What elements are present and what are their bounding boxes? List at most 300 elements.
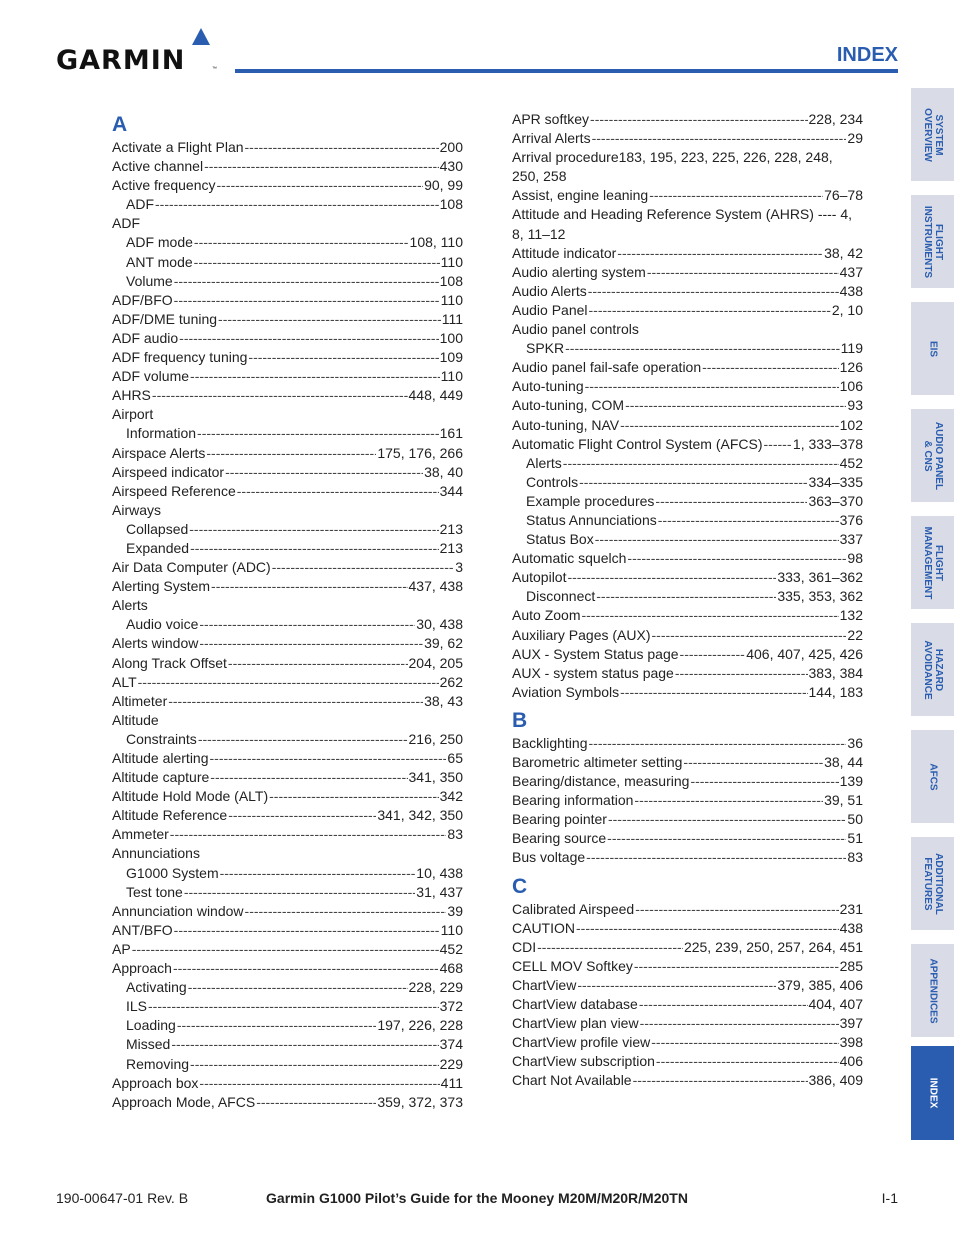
- index-page-refs: 38, 43: [424, 692, 463, 709]
- index-term: Altitude Hold Mode (ALT): [112, 788, 269, 805]
- index-term: Approach: [112, 960, 172, 977]
- index-term: ChartView database: [512, 996, 638, 1013]
- index-page-refs: 39, 62: [424, 635, 463, 652]
- footer-title: Garmin G1000 Pilot’s Guide for the Mooney M20M/M20R/M20TN: [266, 1190, 688, 1206]
- index-term: Autopilot: [512, 569, 567, 586]
- index-entry: [112, 806, 463, 825]
- index-page-refs: 2, 10: [831, 301, 863, 318]
- index-entry: [512, 396, 863, 415]
- leader-dashes: [567, 568, 776, 587]
- tab-eis[interactable]: [911, 302, 954, 395]
- tab-label: APPENDICES: [927, 957, 938, 1024]
- index-entry: [512, 683, 863, 702]
- index-page-refs: 3: [455, 559, 463, 576]
- index-term: ChartView subscription: [512, 1053, 655, 1070]
- index-entry: [512, 377, 863, 396]
- tab-label: AFCS: [927, 762, 938, 791]
- leader-dashes: [228, 654, 408, 673]
- index-page-refs: 404, 407: [808, 996, 863, 1013]
- index-page-refs: 374: [439, 1036, 463, 1053]
- index-term: Audio panel fail-safe operation: [512, 359, 702, 376]
- index-entry-heading: Alerts: [112, 597, 148, 614]
- leader-dashes: [702, 358, 839, 377]
- index-term: APR softkey: [512, 111, 590, 127]
- index-page-refs: 359, 372, 373: [377, 1093, 463, 1110]
- index-page-refs: 38, 42: [824, 244, 863, 261]
- index-entry: [112, 444, 463, 463]
- index-entry-heading: ADF: [112, 215, 140, 232]
- index-term: Collapsed: [126, 520, 189, 537]
- index-page-refs: 341, 342, 350: [377, 807, 463, 824]
- tab-additional-features[interactable]: [911, 837, 954, 930]
- index-term: ChartView plan view: [512, 1015, 639, 1032]
- index-term: Example procedures: [526, 492, 655, 509]
- leader-dashes: [640, 1014, 839, 1033]
- leader-dashes: [210, 749, 447, 768]
- index-subentry: [512, 339, 863, 358]
- index-entry: [512, 568, 863, 587]
- index-page-refs: 228, 229: [408, 979, 463, 996]
- index-page-refs: 337: [839, 531, 863, 548]
- index-term: Bearing information: [512, 792, 634, 809]
- index-subentry: [512, 587, 863, 606]
- index-entry: [512, 1014, 863, 1033]
- index-entry: [112, 1074, 463, 1093]
- leader-dashes: [206, 444, 376, 463]
- leader-dashes: [617, 244, 823, 263]
- leader-dashes: [635, 900, 838, 919]
- index-term: Audio Alerts: [512, 282, 587, 299]
- index-term: Bearing source: [512, 830, 607, 847]
- index-term: Status Box: [526, 531, 594, 548]
- index-entry: [112, 825, 463, 844]
- footer-page-number: I-1: [881, 1190, 898, 1206]
- index-term: Altimeter: [112, 692, 168, 709]
- index-page-refs: 90, 99: [424, 177, 463, 194]
- index-page-refs: 438: [839, 282, 863, 299]
- index-page-refs: 161: [439, 425, 463, 442]
- index-page-refs: 126: [839, 359, 863, 376]
- tab-label: FLIGHT MANAGEMENT: [921, 526, 944, 599]
- index-entry-heading: Altitude: [112, 711, 159, 728]
- leader-dashes: [152, 386, 408, 405]
- index-page-refs: 363–370: [808, 492, 863, 509]
- index-term: Bearing pointer: [512, 811, 607, 828]
- index-term: Activating: [126, 979, 187, 996]
- index-page-refs: 38, 44: [824, 754, 863, 770]
- index-term: Audio alerting system: [512, 263, 646, 280]
- index-page-refs: 38, 40: [424, 463, 463, 480]
- tab-system-overview[interactable]: [911, 88, 954, 181]
- index-term: Loading: [126, 1017, 176, 1034]
- index-subentry: [112, 615, 463, 634]
- index-term: Alerts window: [112, 635, 199, 652]
- index-page-refs: 437: [839, 263, 863, 280]
- index-term: Arrival Alerts: [512, 130, 591, 147]
- index-page-refs: 30, 438: [416, 616, 463, 633]
- index-entry: [512, 938, 863, 957]
- index-subentry: [112, 1016, 463, 1035]
- leader-dashes: [210, 768, 407, 787]
- leader-dashes: [171, 1035, 438, 1054]
- index-term: Air Data Computer (ADC): [112, 559, 271, 576]
- index-entry: [112, 558, 463, 577]
- index-entry: [112, 310, 463, 329]
- tab-hazard-avoidance[interactable]: [911, 623, 954, 716]
- index-page-refs: 398: [839, 1034, 863, 1051]
- index-entry: [512, 645, 863, 664]
- leader-dashes: [639, 995, 808, 1014]
- index-subentry: [512, 473, 863, 492]
- index-term: ADF volume: [112, 368, 190, 385]
- index-term: Airspace Alerts: [112, 444, 206, 461]
- index-subentry: [112, 978, 463, 997]
- index-page-refs: 1, 333–378: [792, 435, 863, 452]
- index-entry-heading: Airport: [112, 406, 154, 423]
- index-page-refs: 108: [439, 272, 463, 289]
- index-term: Audio Panel: [512, 301, 588, 318]
- index-page-refs: 204, 205: [408, 654, 463, 671]
- index-entry: [112, 157, 463, 176]
- index-entry: [112, 291, 463, 310]
- leader-dashes: [680, 645, 746, 664]
- index-entry-heading: Airways: [112, 501, 162, 518]
- index-entry: [512, 791, 863, 810]
- index-entry: [512, 626, 863, 645]
- index-entry: [112, 940, 463, 959]
- index-page-refs: 83: [847, 849, 863, 866]
- leader-dashes: [586, 848, 846, 867]
- index-entry: [512, 110, 863, 129]
- index-entry: [512, 416, 863, 435]
- index-term: Disconnect: [526, 588, 596, 605]
- index-page-refs: 411: [440, 1074, 463, 1091]
- index-entry: [512, 848, 863, 867]
- tab-label: SYSTEM OVERVIEW: [921, 107, 944, 162]
- index-page-refs: 225, 239, 250, 257, 264, 451: [683, 938, 863, 955]
- leader-dashes: [537, 938, 683, 957]
- index-term: ADF audio: [112, 329, 179, 346]
- leader-dashes: [188, 978, 408, 997]
- index-term: Auxiliary Pages (AUX): [512, 626, 651, 643]
- index-term: CDI: [512, 938, 537, 955]
- leader-dashes: [170, 825, 447, 844]
- index-entry: [512, 1033, 863, 1052]
- index-entry: [512, 734, 863, 753]
- leader-dashes: [179, 329, 438, 348]
- index-term: Approach box: [112, 1074, 199, 1091]
- index-page-refs: 406, 407, 425, 426: [746, 645, 863, 662]
- index-term: ADF: [126, 196, 154, 213]
- index-entry: [112, 577, 463, 596]
- index-entry: [512, 549, 863, 568]
- index-page-refs: 379, 385, 406: [777, 976, 863, 993]
- leader-dashes: [173, 959, 439, 978]
- index-term: G1000 System: [126, 864, 219, 881]
- index-term: Auto Zoom: [512, 607, 581, 624]
- leader-dashes: [595, 530, 839, 549]
- leader-dashes: [675, 664, 808, 683]
- index-entry: [112, 386, 463, 405]
- index-page-refs: 333, 361–362: [777, 569, 863, 586]
- index-page-refs: 109: [439, 349, 463, 366]
- index-page-refs: 110: [440, 253, 463, 270]
- index-page-refs: 262: [439, 673, 463, 690]
- index-entry: [112, 787, 463, 806]
- index-page-refs: 110: [440, 291, 463, 308]
- index-column-left: [112, 110, 463, 1112]
- tab-label: EIS: [927, 340, 938, 357]
- leader-dashes: [256, 1093, 376, 1112]
- index-entry: [112, 959, 463, 978]
- index-term: Approach Mode, AFCS: [112, 1093, 256, 1110]
- index-letter-heading: A: [112, 113, 128, 136]
- index-term: ChartView: [512, 976, 577, 993]
- index-page-refs: 10, 438: [416, 864, 463, 881]
- leader-dashes: [218, 310, 441, 329]
- index-term: Active channel: [112, 158, 204, 175]
- index-entry: [112, 176, 463, 195]
- leader-dashes: [174, 921, 440, 940]
- index-term: Bearing/distance, measuring: [512, 773, 690, 790]
- index-subentry: [112, 520, 463, 539]
- index-page-refs: 119: [840, 340, 863, 357]
- index-page-refs: 29: [847, 130, 863, 147]
- index-entry: [512, 282, 863, 301]
- index-term: Test tone: [126, 883, 183, 900]
- index-term: Missed: [126, 1036, 171, 1053]
- index-page-refs: 229: [439, 1055, 463, 1072]
- index-page-refs: 50: [847, 811, 863, 828]
- index-page-refs: 110: [440, 921, 463, 938]
- leader-dashes: [658, 511, 839, 530]
- leader-dashes: [588, 282, 839, 301]
- index-page-refs: 111: [441, 310, 463, 327]
- tab-label: AUDIO PANEL & CNS: [921, 421, 944, 490]
- index-term: Audio voice: [126, 616, 199, 633]
- index-page-refs: 452: [839, 454, 863, 471]
- index-page-refs: 386, 409: [808, 1072, 863, 1089]
- index-letter-heading: C: [512, 874, 528, 898]
- leader-dashes: [272, 558, 455, 577]
- index-page-refs: 139: [839, 773, 863, 790]
- index-page-refs: 231: [839, 900, 863, 917]
- leader-dashes: [177, 1016, 377, 1035]
- index-entry: [512, 995, 863, 1014]
- index-entry: [512, 664, 863, 683]
- index-term: Annunciation window: [112, 902, 244, 919]
- index-subentry: [512, 492, 863, 511]
- index-term: Auto-tuning: [512, 378, 584, 395]
- leader-dashes: [245, 902, 447, 921]
- index-entry: [512, 1071, 863, 1090]
- index-subentry: [112, 272, 463, 291]
- index-subentry: [512, 511, 863, 530]
- leader-dashes: [237, 482, 439, 501]
- leader-dashes: [589, 734, 847, 753]
- index-term: CELL MOV Softkey: [512, 957, 633, 974]
- leader-dashes: [655, 492, 807, 511]
- leader-dashes: [190, 367, 440, 386]
- index-term: ADF mode: [126, 234, 193, 251]
- index-page-refs: 448, 449: [408, 387, 463, 404]
- index-entry: [112, 348, 463, 367]
- index-term: AUX - system status page: [512, 664, 674, 681]
- index-page-refs: 437, 438: [408, 578, 463, 595]
- leader-dashes: [592, 129, 847, 148]
- index-term: Alerts: [526, 454, 562, 471]
- index-term: ADF/BFO: [112, 291, 173, 308]
- index-entry: [512, 957, 863, 976]
- leader-dashes: [565, 339, 840, 358]
- index-page-refs: 22: [847, 626, 863, 643]
- index-term: CAUTION: [512, 919, 575, 936]
- leader-dashes: [269, 787, 439, 806]
- index-subentry: [112, 424, 463, 443]
- index-term: Automatic squelch: [512, 550, 627, 567]
- index-subentry: [512, 530, 863, 549]
- header-rule: [235, 69, 898, 73]
- index-entry: [112, 749, 463, 768]
- leader-dashes: [627, 549, 846, 568]
- index-entry-heading: Audio panel controls: [512, 321, 639, 338]
- index-subentry: [112, 233, 463, 252]
- leader-dashes: [190, 539, 439, 558]
- index-subentry: [112, 883, 463, 902]
- index-term: ILS: [126, 998, 148, 1015]
- index-term: Alerting System: [112, 578, 211, 595]
- index-term: Along Track Offset: [112, 654, 227, 671]
- leader-dashes: [217, 176, 424, 195]
- index-term: Backlighting: [512, 734, 588, 751]
- garmin-wordmark: GARMIN: [56, 45, 186, 76]
- leader-dashes: [204, 157, 439, 176]
- index-entry: [512, 753, 863, 772]
- page-title: INDEX: [836, 44, 898, 66]
- index-entry: [512, 301, 863, 320]
- leader-dashes: [198, 730, 408, 749]
- index-page-refs: 106: [839, 378, 863, 395]
- index-term: Auto-tuning, COM: [512, 397, 625, 414]
- index-page-refs: 397: [839, 1015, 863, 1032]
- garmin-triangle-icon: [192, 28, 210, 45]
- index-page-refs: 83: [447, 826, 463, 843]
- index-page-refs: 372: [439, 998, 463, 1015]
- leader-dashes: [168, 692, 423, 711]
- leader-dashes: [579, 473, 807, 492]
- index-subentry: [112, 253, 463, 272]
- index-page-refs: 406: [839, 1053, 863, 1070]
- leader-dashes: [590, 110, 807, 129]
- tab-audio-panel-cns[interactable]: [911, 409, 954, 502]
- tab-label: FLIGHT INSTRUMENTS: [921, 205, 944, 278]
- index-entry: Attitude and Heading Reference System (AHRS) ---- 4, 8, 11–12: [512, 206, 853, 242]
- index-term: ADF/DME tuning: [112, 310, 218, 327]
- index-term: ADF frequency tuning: [112, 349, 248, 366]
- index-entry: [112, 921, 463, 940]
- index-term: Removing: [126, 1055, 190, 1072]
- index-page-refs: 39: [447, 902, 463, 919]
- trademark-mark: ™: [212, 66, 217, 72]
- index-entry: [112, 692, 463, 711]
- index-page-refs: 108: [439, 196, 463, 213]
- index-subentry: [112, 997, 463, 1016]
- index-page-refs: 213: [439, 520, 463, 537]
- leader-dashes: [148, 997, 439, 1016]
- index-subentry: [112, 539, 463, 558]
- index-entry: [112, 634, 463, 653]
- index-term: Volume: [126, 272, 173, 289]
- tab-flight-management[interactable]: [911, 516, 954, 609]
- leader-dashes: [138, 673, 439, 692]
- index-page-refs: 376: [839, 511, 863, 528]
- tab-index[interactable]: [911, 1046, 954, 1140]
- leader-dashes: [225, 463, 423, 482]
- leader-dashes: [197, 424, 439, 443]
- index-page-refs: 39, 51: [824, 792, 863, 809]
- index-page-refs: 383, 384: [808, 664, 863, 681]
- index-entry: [512, 358, 863, 377]
- index-subentry: [512, 454, 863, 473]
- index-page-refs: 100: [439, 329, 463, 346]
- index-entry: [112, 138, 463, 157]
- index-page-refs: 76–78: [824, 187, 863, 204]
- leader-dashes: [652, 626, 847, 645]
- leader-dashes: [577, 976, 776, 995]
- leader-dashes: [585, 377, 839, 396]
- leader-dashes: [563, 454, 839, 473]
- index-page-refs: 197, 226, 228: [377, 1017, 463, 1034]
- leader-dashes: [155, 195, 439, 214]
- tab-flight-instruments[interactable]: [911, 195, 954, 288]
- index-term: Airspeed Reference: [112, 482, 236, 499]
- tab-afcs[interactable]: [911, 730, 954, 823]
- index-subentry: [112, 1055, 463, 1074]
- index-entry: [512, 263, 863, 282]
- leader-dashes: [576, 919, 839, 938]
- index-page-refs: 98: [847, 550, 863, 567]
- tab-appendices[interactable]: [911, 944, 954, 1037]
- index-page-refs: 93: [847, 397, 863, 414]
- index-subentry: [112, 195, 463, 214]
- index-term: ANT mode: [126, 253, 193, 270]
- tab-label: HAZARD AVOIDANCE: [921, 639, 944, 700]
- leader-dashes: [633, 1071, 808, 1090]
- index-term: Automatic Flight Control System (AFCS): [512, 435, 763, 452]
- leader-dashes: [656, 1052, 839, 1071]
- leader-dashes: [651, 1033, 838, 1052]
- index-entry-heading: Annunciations: [112, 845, 200, 862]
- index-term: Bus voltage: [512, 849, 586, 866]
- leader-dashes: [620, 416, 839, 435]
- index-entry: [112, 768, 463, 787]
- index-term: Expanded: [126, 539, 190, 556]
- index-page-refs: 110: [440, 368, 463, 385]
- index-term: ALT: [112, 673, 137, 690]
- index-term: Assist, engine leaning: [512, 187, 649, 204]
- leader-dashes: [608, 810, 846, 829]
- leader-dashes: [634, 791, 823, 810]
- leader-dashes: [647, 263, 839, 282]
- leader-dashes: [199, 1074, 439, 1093]
- tab-label: INDEX: [927, 1077, 938, 1109]
- leader-dashes: [199, 615, 415, 634]
- leader-dashes: [634, 957, 839, 976]
- index-term: Chart Not Available: [512, 1072, 632, 1089]
- index-page-refs: 132: [839, 607, 863, 624]
- index-term: Altitude Reference: [112, 807, 228, 824]
- index-page-refs: 285: [839, 957, 863, 974]
